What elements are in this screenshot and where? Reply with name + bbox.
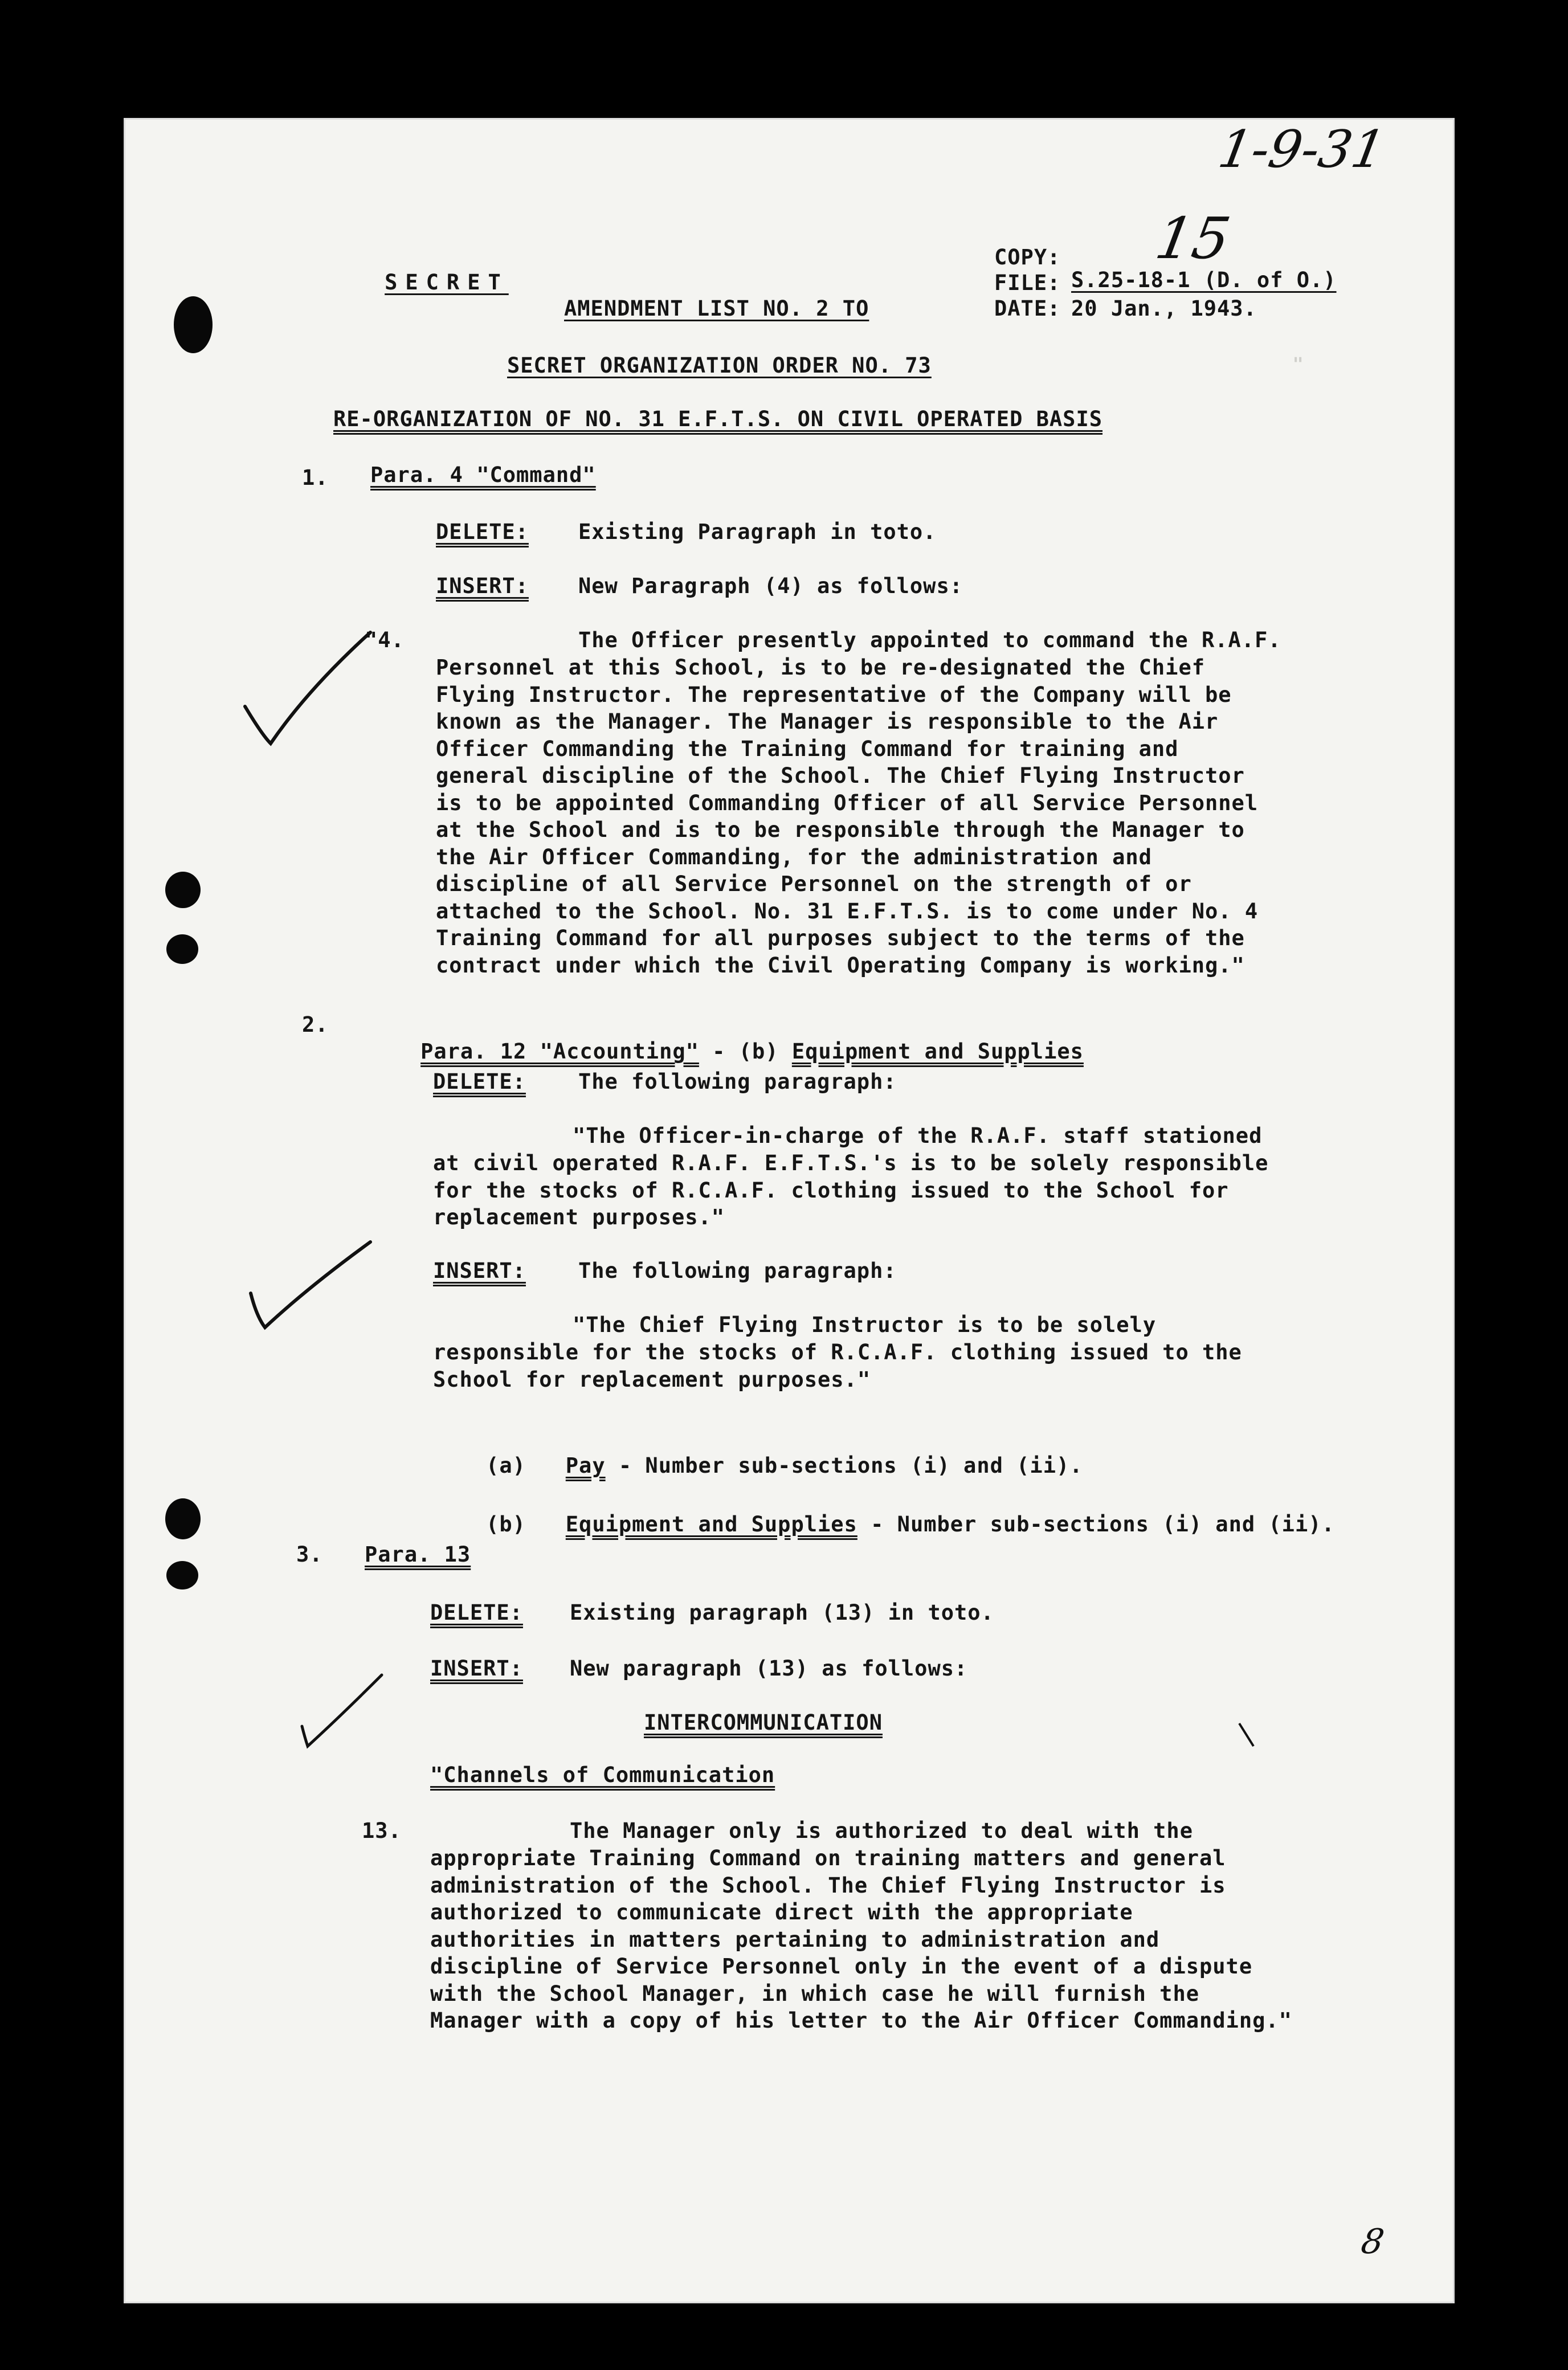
section-2-heading-rest: - (b): [699, 1039, 792, 1064]
punch-hole-lower: [165, 1498, 201, 1539]
date-label: DATE:: [994, 296, 1061, 321]
item-a-label: Pay: [565, 1453, 606, 1478]
section-3-first-line: The Manager only is authorized to deal with the: [570, 1819, 1193, 1843]
bleed-through: ": [1271, 353, 1315, 375]
file-label: FILE:: [994, 271, 1061, 295]
order-title: SECRET ORGANIZATION ORDER NO. 73: [507, 353, 932, 378]
section-2-heading-para: Para. 12 "Accounting": [420, 1039, 699, 1064]
section-1-delete-label: DELETE:: [436, 520, 529, 544]
section-1-insert-text: New Paragraph (4) as follows:: [578, 574, 963, 598]
section-3-delete-label: DELETE:: [430, 1600, 523, 1625]
section-3-subheading: INTERCOMMUNICATION: [644, 1710, 883, 1735]
section-3-para-number: 13.: [362, 1819, 402, 1843]
section-3-insert-label: INSERT:: [430, 1656, 523, 1681]
section-2-delete-label: DELETE:: [433, 1069, 526, 1094]
handwritten-copy-number: 15: [1150, 205, 1235, 272]
section-1-delete-text: Existing Paragraph in toto.: [578, 520, 937, 544]
section-1-heading: Para. 4 "Command": [370, 463, 596, 487]
classification-text: SECRET: [385, 270, 509, 295]
section-1-insert-label: INSERT:: [436, 574, 529, 598]
item-b-text: - Number sub-sections (i) and (ii).: [857, 1512, 1335, 1537]
date-value: 20 Jan., 1943.: [1071, 296, 1257, 321]
item-a-marker: (a): [486, 1453, 526, 1478]
section-2-inserted-first-line: "The Chief Flying Instructor is to be solely: [573, 1313, 1157, 1337]
check-mark-1: [239, 621, 376, 758]
subject-title: RE-ORGANIZATION OF NO. 31 E.F.T.S. ON CIVIL OPERATED BASIS: [333, 407, 1103, 431]
file-value: S.25-18-1 (D. of O.): [1071, 268, 1337, 292]
handwritten-date: 1-9-31: [1214, 120, 1390, 179]
amendment-title: AMENDMENT LIST NO. 2 TO: [564, 296, 869, 321]
section-2-item-b: [433, 1484, 1335, 1564]
section-1-body: Personnel at this School, is to be re-designated the Chief Flying Instructor. The representative of the Company will be known as the Manager. The Manager is responsible to the Air Officer Commanding the Training Command for training and general discipline of the School. The Chief Flying Instructor is to be appointed Commanding Officer of all Service Personnel at the School and is to be responsible through the Manager to the Air Officer Commanding, for the administration and discipline of all Service Personnel on the strength of or attached to the School. No. 31 E.F.T.S. is to come under No. 4 Training Command for all purposes subject to the terms of the contract under which the Civil Operating Company is working.": [436, 655, 1259, 978]
section-2-inserted-body: responsible for the stocks of R.C.A.F. clothing issued to the School for replacement purposes.": [433, 1340, 1242, 1392]
section-2-deleted-first-line: "The Officer-in-charge of the R.A.F. staff stationed: [573, 1123, 1263, 1148]
punch-hole-top: [174, 296, 213, 353]
section-1-number: 1.: [302, 465, 329, 490]
corner-mark: 8: [1358, 2222, 1387, 2262]
classification: [302, 242, 509, 322]
item-b-marker: (b): [486, 1512, 526, 1537]
section-3-body: appropriate Training Command on training matters and general administration of the School. The Chief Flying Instructor is authorized to communicate direct with the appropriate authorities in matters pertaining to administration and discipline of Service Personnel only in the event of a dispute with the School Manager, in which case he will furnish the Manager with a copy of his letter to the Air Officer Commanding.": [430, 1846, 1292, 2033]
section-2-number: 2.: [302, 1012, 329, 1037]
section-2-insert-text: The following paragraph:: [578, 1258, 897, 1283]
section-3-channels: "Channels of Communication: [430, 1763, 775, 1787]
section-2-deleted-body: at civil operated R.A.F. E.F.T.S.'s is to be solely responsible for the stocks of R.C.A.F. clothing issued to the School for replacement purposes.": [433, 1151, 1269, 1229]
section-3-insert-text: New paragraph (13) as follows:: [570, 1656, 968, 1681]
section-3-delete-text: Existing paragraph (13) in toto.: [570, 1600, 994, 1625]
section-2-insert-label: INSERT:: [433, 1258, 526, 1283]
section-2-delete-text: The following paragraph:: [578, 1069, 897, 1094]
section-1-first-line: The Officer presently appointed to command the R.A.F.: [578, 628, 1281, 652]
punch-hole-upper: [165, 872, 201, 908]
punch-hole-bottom: [166, 1561, 198, 1589]
section-2-heading-sub: Equipment and Supplies: [791, 1039, 1084, 1064]
margin-stroke: [1236, 1721, 1259, 1749]
item-b-label: Equipment and Supplies: [565, 1512, 858, 1537]
document-page: [125, 120, 1453, 2302]
check-mark-2: [245, 1236, 376, 1350]
copy-label: COPY:: [994, 245, 1061, 269]
punch-hole-middle: [166, 934, 198, 964]
item-a-text: - Number sub-sections (i) and (ii).: [605, 1453, 1083, 1478]
section-1-para-marker: "4.: [365, 628, 405, 652]
section-3-number: 3.: [296, 1542, 323, 1567]
section-3-heading: Para. 13: [365, 1542, 471, 1567]
check-mark-3: [296, 1669, 387, 1755]
